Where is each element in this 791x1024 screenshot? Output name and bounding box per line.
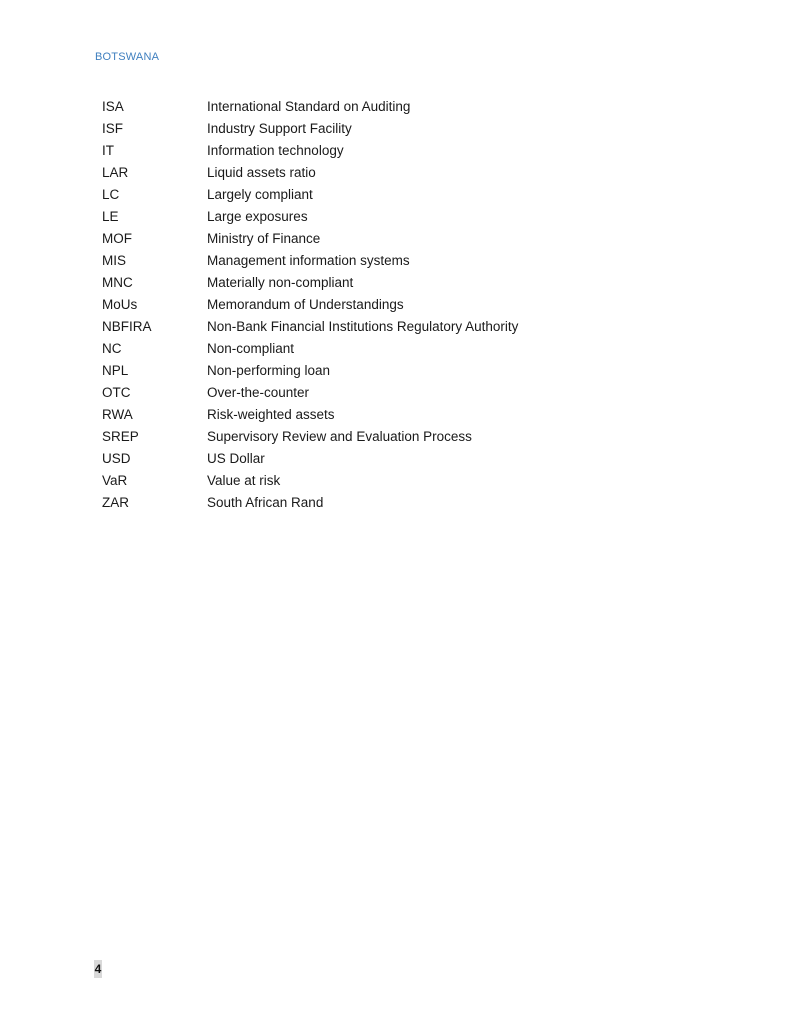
abbreviation-term: SREP xyxy=(102,428,139,444)
abbreviation-row xyxy=(102,447,518,469)
abbreviation-term: NPL xyxy=(102,362,129,378)
abbreviation-term: ZAR xyxy=(102,494,129,510)
abbreviation-row xyxy=(102,315,518,337)
abbreviation-definition: Non-compliant xyxy=(207,340,295,356)
abbreviation-row xyxy=(102,249,518,271)
abbreviation-term: ISF xyxy=(102,120,124,136)
abbreviation-definition: Ministry of Finance xyxy=(207,230,321,246)
abbreviation-term: MOF xyxy=(102,230,132,246)
abbreviation-definition: Risk-weighted assets xyxy=(207,406,335,422)
abbreviation-row xyxy=(102,183,518,205)
abbreviation-term: LE xyxy=(102,208,119,224)
abbreviation-definition: US Dollar xyxy=(207,450,265,466)
abbreviation-term: OTC xyxy=(102,384,131,400)
abbreviation-term: NC xyxy=(102,340,122,356)
abbreviations-list xyxy=(102,95,518,513)
abbreviation-row xyxy=(102,469,518,491)
abbreviation-row xyxy=(102,381,518,403)
abbreviation-definition: Supervisory Review and Evaluation Process xyxy=(207,428,472,444)
page-number: 4 xyxy=(94,962,102,976)
abbreviation-definition: Non-performing loan xyxy=(207,362,331,378)
abbreviation-definition: Over-the-counter xyxy=(207,384,310,400)
abbreviation-row xyxy=(102,161,518,183)
abbreviation-term: RWA xyxy=(102,406,133,422)
abbreviation-definition: Industry Support Facility xyxy=(207,120,352,136)
abbreviation-term: MNC xyxy=(102,274,133,290)
abbreviation-term: USD xyxy=(102,450,131,466)
abbreviation-definition: Large exposures xyxy=(207,208,308,224)
abbreviation-definition: Non-Bank Financial Institutions Regulatory Authority xyxy=(207,318,519,334)
abbreviation-row xyxy=(102,95,518,117)
abbreviation-definition: Value at risk xyxy=(207,472,281,488)
abbreviation-row xyxy=(102,139,518,161)
abbreviation-definition: Information technology xyxy=(207,142,344,158)
abbreviation-term: LC xyxy=(102,186,120,202)
abbreviation-term: MIS xyxy=(102,252,127,268)
abbreviation-term: VaR xyxy=(102,472,128,488)
abbreviation-definition: Management information systems xyxy=(207,252,410,268)
abbreviation-definition: International Standard on Auditing xyxy=(207,98,411,114)
abbreviation-row xyxy=(102,205,518,227)
abbreviation-row xyxy=(102,117,518,139)
abbreviation-definition: South African Rand xyxy=(207,494,324,510)
abbreviation-definition: Materially non-compliant xyxy=(207,274,354,290)
abbreviation-row xyxy=(102,293,518,315)
abbreviation-term: ISA xyxy=(102,98,124,114)
abbreviation-row xyxy=(102,227,518,249)
abbreviation-definition: Largely compliant xyxy=(207,186,313,202)
abbreviation-row xyxy=(102,425,518,447)
abbreviation-row xyxy=(102,491,518,513)
abbreviation-term: NBFIRA xyxy=(102,318,152,334)
abbreviation-row xyxy=(102,337,518,359)
abbreviation-term: MoUs xyxy=(102,296,138,312)
abbreviation-row xyxy=(102,359,518,381)
running-header: BOTSWANA xyxy=(95,51,160,63)
abbreviation-row xyxy=(102,271,518,293)
abbreviation-term: IT xyxy=(102,142,114,158)
abbreviation-definition: Liquid assets ratio xyxy=(207,164,316,180)
abbreviation-definition: Memorandum of Understandings xyxy=(207,296,404,312)
abbreviation-row xyxy=(102,403,518,425)
abbreviation-term: LAR xyxy=(102,164,129,180)
